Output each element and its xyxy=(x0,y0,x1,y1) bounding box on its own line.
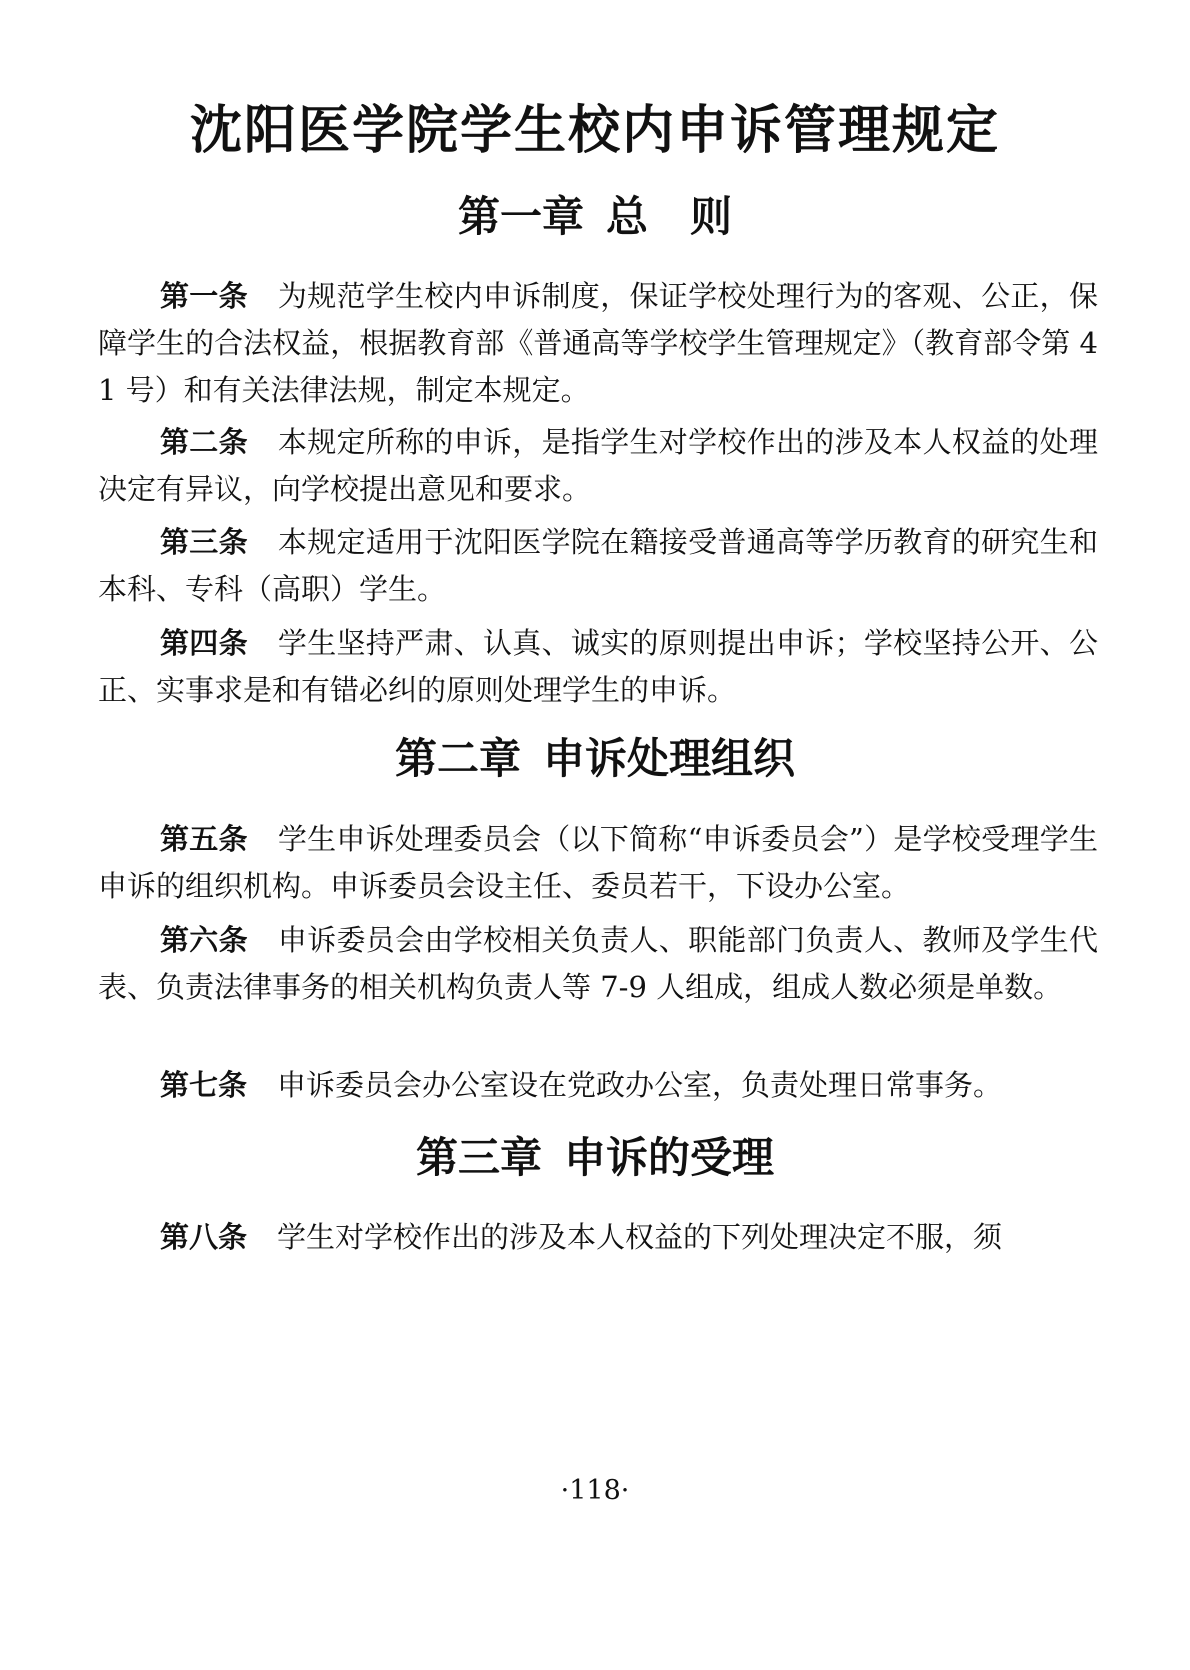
article-5 xyxy=(98,816,1098,910)
chapter-number: 第三章 xyxy=(415,1133,542,1182)
page-number: ·118· xyxy=(560,1475,630,1506)
chapter-heading-3 xyxy=(0,1131,1190,1185)
chapter-name: 总 则 xyxy=(606,192,733,241)
article-number: 第二条 xyxy=(160,425,248,459)
article-6 xyxy=(98,917,1098,1011)
article-text: 为规范学生校内申诉制度，保证学校处理行为的客观、公正，保障学生的合法权益，根据教育部《普通高等学校学生管理规定》（教育部令第 41 号）和有关法律法规，制定本规定。 xyxy=(98,279,1098,407)
article-4 xyxy=(98,620,1098,714)
article-text: 本规定适用于沈阳医学院在籍接受普通高等学历教育的研究生和本科、专科（高职）学生。 xyxy=(98,525,1098,606)
article-8 xyxy=(98,1214,1098,1261)
article-number: 第六条 xyxy=(160,923,248,957)
article-1 xyxy=(98,273,1098,414)
chapter-heading-1 xyxy=(0,190,1190,244)
article-number: 第一条 xyxy=(160,279,248,313)
article-text: 本规定所称的申诉，是指学生对学校作出的涉及本人权益的处理决定有异议，向学校提出意见和要求。 xyxy=(98,425,1098,506)
article-3 xyxy=(98,519,1098,613)
article-text: 学生对学校作出的涉及本人权益的下列处理决定不服，须 xyxy=(277,1220,1003,1254)
article-text: 学生申诉处理委员会（以下简称“申诉委员会”）是学校受理学生申诉的组织机构。申诉委员会设主任、委员若干，下设办公室。 xyxy=(98,822,1098,903)
article-2 xyxy=(98,419,1098,513)
article-text: 学生坚持严肃、认真、诚实的原则提出申诉；学校坚持公开、公正、实事求是和有错必纠的原则处理学生的申诉。 xyxy=(98,626,1098,707)
document-title: 沈阳医学院学生校内申诉管理规定 xyxy=(189,100,1000,161)
article-number: 第四条 xyxy=(160,626,248,660)
article-text: 申诉委员会由学校相关负责人、职能部门负责人、教师及学生代表、负责法律事务的相关机构负责人等 7-9 人组成，组成人数必须是单数。 xyxy=(98,923,1098,1004)
chapter-number: 第二章 xyxy=(394,734,521,783)
chapter-name: 申诉处理组织 xyxy=(543,734,796,783)
chapter-name: 申诉的受理 xyxy=(564,1133,775,1182)
article-number: 第七条 xyxy=(160,1068,248,1102)
chapter-number: 第一章 xyxy=(457,192,584,241)
article-number: 第三条 xyxy=(160,525,248,559)
article-number: 第五条 xyxy=(160,822,248,856)
article-text: 申诉委员会办公室设在党政办公室，负责处理日常事务。 xyxy=(277,1068,1003,1102)
article-7 xyxy=(98,1062,1098,1109)
chapter-heading-2 xyxy=(0,732,1190,786)
article-number: 第八条 xyxy=(160,1220,248,1254)
